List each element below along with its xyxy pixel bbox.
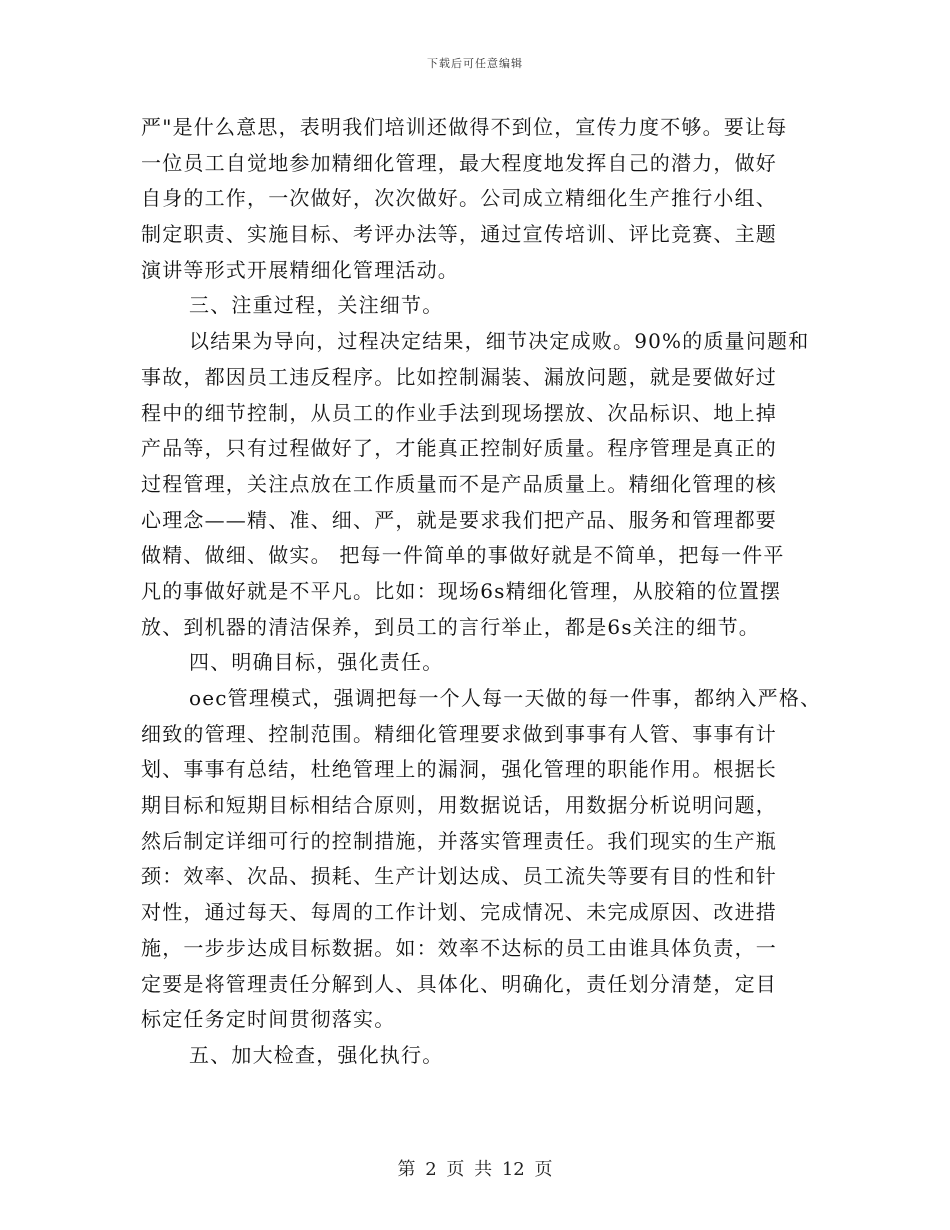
text-line: 一位员工自觉地参加精细化管理，最大程度地发挥自己的潜力，做好 [141,150,777,175]
text-line: 期目标和短期目标相结合原则，用数据说话，用数据分析说明问题， [141,793,777,818]
text-line: 标定任务定时间贯彻落实。 [141,1007,396,1032]
body-text [141,110,831,1074]
text-line: 演讲等形式开展精细化管理活动。 [141,257,459,282]
section-heading: 三、注重过程，关注细节。 [189,293,444,318]
section-heading: 四、明确目标，强化责任。 [189,650,444,675]
text-line: 过程管理，关注点放在工作质量而不是产品质量上。精细化管理的核 [141,471,777,496]
text-line: 然后制定详细可行的控制措施，并落实管理责任。我们现实的生产瓶 [141,828,777,853]
text-line: 严"是什么意思，表明我们培训还做得不到位，宣传力度不够。要让每 [141,115,788,139]
text-line: 事故，都因员工违反程序。比如控制漏装、漏放问题，就是要做好过 [141,364,777,389]
text-line: 程中的细节控制，从员工的作业手法到现场摆放、次品标识、地上掉 [141,400,777,425]
text-line: 制定职责、实施目标、考评办法等，通过宣传培训、评比竞赛、主题 [141,222,777,247]
text-line: 心理念——精、准、细、严，就是要求我们把产品、服务和管理都要 [141,507,777,532]
text-line: 产品等，只有过程做好了，才能真正控制好质量。程序管理是真正的 [141,436,777,461]
page-number: 第 2 页 共 12 页 [397,1159,553,1180]
text-line: 以结果为导向，过程决定结果，细节决定成败。90%的质量问题和 [189,329,810,354]
text-line: 施，一步步达成目标数据。如：效率不达标的员工由谁具体负责，一 [141,935,777,960]
text-line: 颈：效率、次品、损耗、生产计划达成、员工流失等要有目的性和针 [141,864,777,889]
text-line: 凡的事做好就是不平凡。比如：现场6s精细化管理，从胶箱的位置摆 [141,578,782,603]
text-line: 自身的工作，一次做好，次次做好。公司成立精细化生产推行小组、 [141,186,777,211]
text-line: 细致的管理、控制范围。精细化管理要求做到事事有人管、事事有计 [141,721,777,746]
page-header: 下载后可任意编辑 [427,57,523,70]
text-line: oec管理模式，强调把每一个人每一天做的每一件事，都纳入严格、 [189,686,822,710]
text-line: 做精、做细、做实。 把每一件简单的事做好就是不简单，把每一件平 [141,543,785,568]
section-heading: 五、加大检查，强化执行。 [189,1042,444,1067]
text-line: 放、到机器的清洁保养，到员工的言行举止，都是6s关注的细节。 [141,614,760,639]
text-line: 定要是将管理责任分解到人、具体化、明确化，责任划分清楚，定目 [141,971,777,996]
text-line: 对性，通过每天、每周的工作计划、完成情况、未完成原因、改进措 [141,900,777,925]
text-line: 划、事事有总结，杜绝管理上的漏洞，强化管理的职能作用。根据长 [141,757,777,782]
